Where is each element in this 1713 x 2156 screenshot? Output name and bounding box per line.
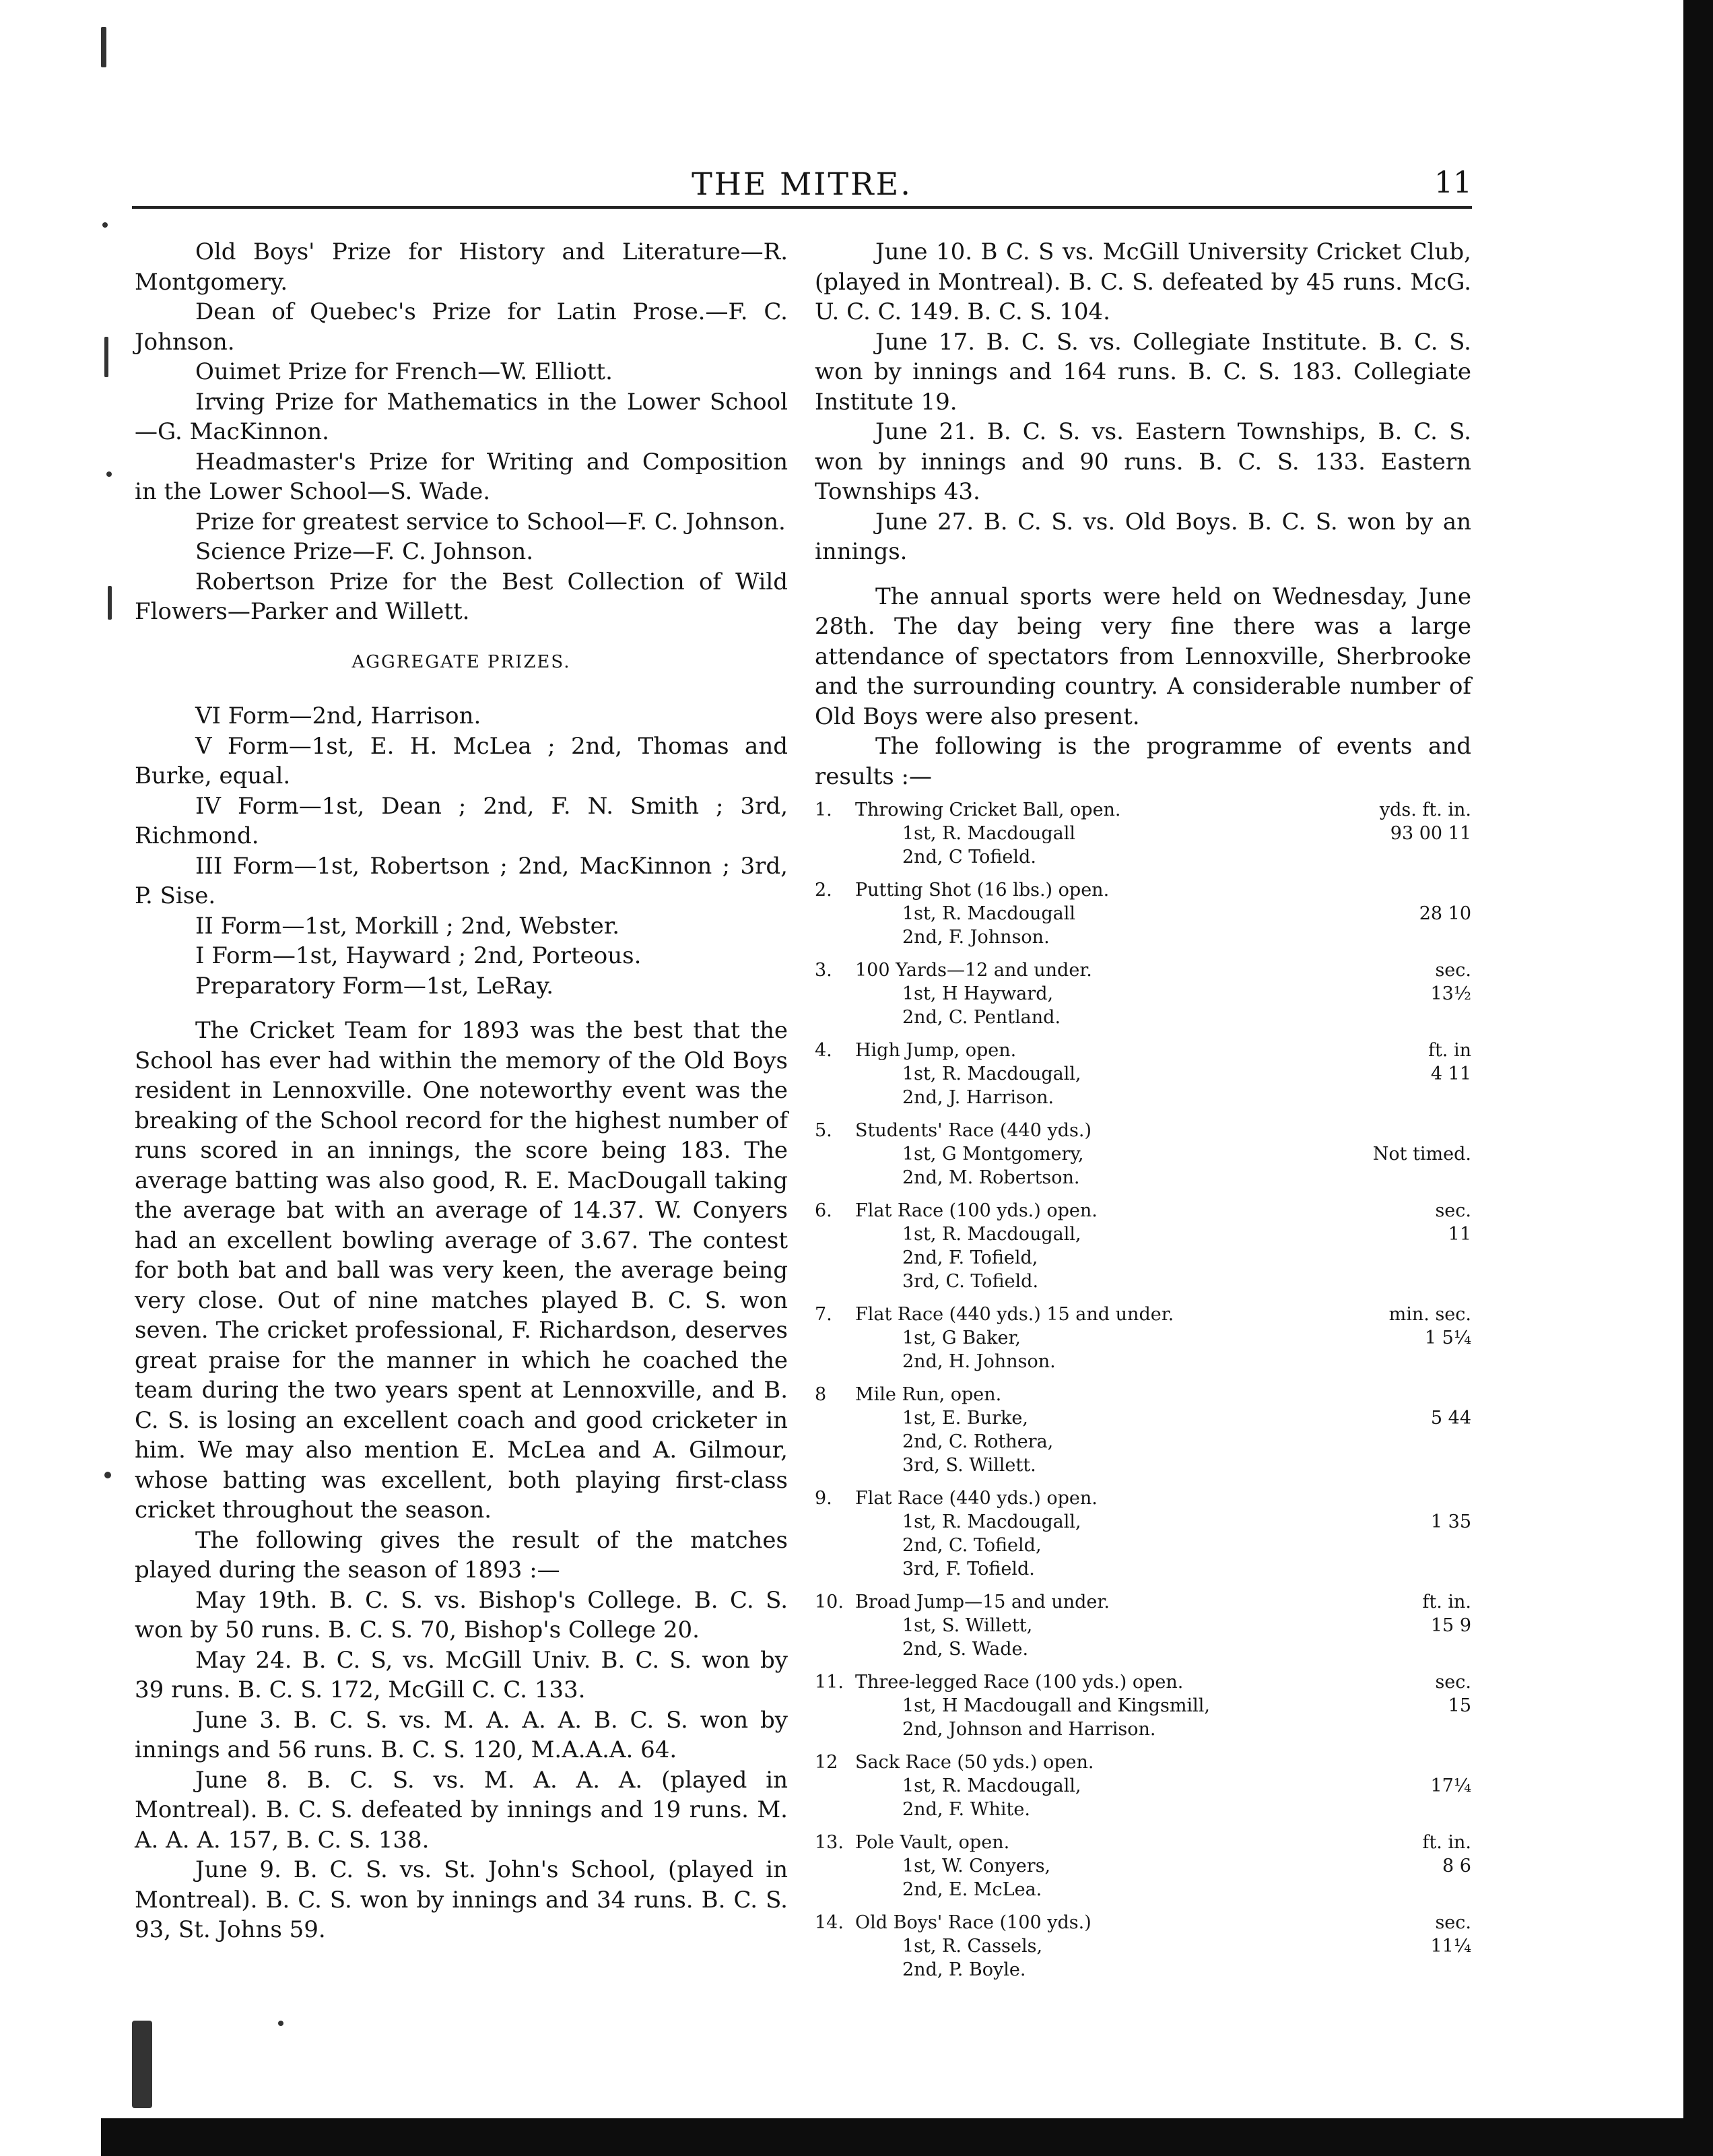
prize-entry: Headmaster's Prize for Writing and Composition in the Lower School—S. Wade. <box>135 448 788 505</box>
right-column <box>815 237 1471 1991</box>
result-name: 1st, E. Burke, <box>902 1408 1028 1429</box>
prize-entry: Ouimet Prize for French—W. Elliott. <box>195 358 613 385</box>
journal-title: THE MITRE. <box>692 166 912 202</box>
result-value: Not timed. <box>1372 1144 1471 1165</box>
event-name: Flat Race (440 yds.) open. <box>855 1488 1098 1509</box>
event-entry <box>815 1911 1471 1982</box>
event-number: 2. <box>815 880 832 901</box>
page-number: 11 <box>1434 166 1472 200</box>
event-number: 5. <box>815 1120 832 1141</box>
event-result <box>815 1534 1471 1557</box>
event-result <box>815 822 1471 845</box>
result-name: 2nd, C. Tofield, <box>902 1535 1042 1556</box>
event-result <box>815 845 1471 869</box>
result-name: 2nd, S. Wade. <box>902 1639 1029 1660</box>
event-number: 7. <box>815 1304 832 1325</box>
result-name: 1st, H Hayward, <box>902 983 1054 1004</box>
event-entry <box>815 1199 1471 1293</box>
event-name: Mile Run, open. <box>855 1384 1002 1405</box>
match-result: May 24. B. C. S, vs. McGill Univ. B. C. S. won by 39 runs. B. C. S. 172, McGill C. C. 133. <box>135 1646 788 1703</box>
event-units: min. sec. <box>1388 1304 1471 1325</box>
result-name: 1st, R. Macdougall, <box>902 1511 1081 1532</box>
event-result <box>815 1062 1471 1086</box>
result-value: 5 44 <box>1430 1408 1471 1429</box>
scan-speck <box>278 2021 283 2026</box>
event-result <box>815 925 1471 949</box>
aggregate-entry: VI Form—2nd, Harrison. <box>195 703 481 729</box>
prize-entry: Irving Prize for Mathematics in the Lower School—G. MacKinnon. <box>135 388 788 445</box>
match-result: June 21. B. C. S. vs. Eastern Townships, B. C. S. won by innings and 90 runs. B. C. S. 133. Eastern Townships 43. <box>815 418 1471 505</box>
result-name: 2nd, P. Boyle. <box>902 1959 1026 1980</box>
event-units: sec. <box>1435 1200 1471 1221</box>
scan-edge-right <box>1683 0 1713 2156</box>
result-name: 2nd, Johnson and Harrison. <box>902 1719 1156 1740</box>
event-entry <box>815 1039 1471 1109</box>
event-entry <box>815 1119 1471 1189</box>
result-name: 2nd, C. Rothera, <box>902 1431 1054 1452</box>
prize-entry: Prize for greatest service to School—F. C. Johnson. <box>195 508 786 535</box>
event-name: High Jump, open. <box>855 1040 1017 1061</box>
event-result <box>815 1430 1471 1453</box>
event-result <box>815 1774 1471 1798</box>
event-result <box>815 1406 1471 1430</box>
result-value: 17¼ <box>1430 1775 1471 1796</box>
scan-speck <box>102 222 108 228</box>
result-name: 1st, W. Conyers, <box>902 1856 1051 1876</box>
event-units: ft. in. <box>1422 1592 1471 1612</box>
result-name: 2nd, M. Robertson. <box>902 1167 1080 1188</box>
event-number: 8 <box>815 1384 827 1405</box>
event-result <box>815 1854 1471 1878</box>
scan-speck <box>104 337 108 377</box>
result-name: 1st, S. Willett, <box>902 1615 1033 1636</box>
event-units: ft. in. <box>1422 1832 1471 1853</box>
result-name: 1st, R. Cassels, <box>902 1936 1043 1957</box>
result-name: 1st, R. Macdougall <box>902 903 1075 924</box>
event-units: sec. <box>1435 960 1471 981</box>
left-column <box>135 237 788 1945</box>
event-result <box>815 1453 1471 1477</box>
event-number: 14. <box>815 1912 844 1933</box>
event-name: Broad Jump—15 and under. <box>855 1592 1110 1612</box>
result-name: 1st, H Macdougall and Kingsmill, <box>902 1695 1210 1716</box>
result-value: 4 11 <box>1430 1064 1471 1084</box>
result-value: 15 <box>1448 1695 1471 1716</box>
aggregate-prizes-heading: AGGREGATE PRIZES. <box>351 651 571 672</box>
prize-entry: Science Prize—F. C. Johnson. <box>195 538 534 565</box>
event-number: 9. <box>815 1488 832 1509</box>
event-name: 100 Yards—12 and under. <box>855 960 1092 981</box>
result-name: 2nd, F. Tofield, <box>902 1247 1038 1268</box>
result-value: 93 00 11 <box>1390 823 1471 844</box>
event-result <box>815 1718 1471 1741</box>
event-result <box>815 1557 1471 1581</box>
result-name: 2nd, C Tofield. <box>902 847 1036 868</box>
match-result: June 3. B. C. S. vs. M. A. A. A. B. C. S. won by innings and 56 runs. B. C. S. 120, M.A.A.A. 64. <box>135 1706 788 1763</box>
aggregate-entry: III Form—1st, Robertson ; 2nd, MacKinnon ; 3rd, P. Sise. <box>135 852 788 909</box>
result-name: 3rd, F. Tofield. <box>902 1559 1035 1579</box>
result-value: 8 6 <box>1442 1856 1471 1876</box>
event-units: yds. ft. in. <box>1379 799 1471 820</box>
event-name: Students' Race (440 yds.) <box>855 1120 1091 1141</box>
event-number: 11. <box>815 1672 844 1693</box>
event-number: 13. <box>815 1832 844 1853</box>
result-name: 2nd, E. McLea. <box>902 1879 1042 1900</box>
event-result <box>815 1326 1471 1350</box>
result-name: 1st, R. Macdougall <box>902 823 1075 844</box>
aggregate-entry: II Form—1st, Morkill ; 2nd, Webster. <box>195 912 620 940</box>
event-entry <box>815 1590 1471 1661</box>
event-name: Throwing Cricket Ball, open. <box>855 799 1121 820</box>
result-value: 11 <box>1448 1224 1471 1245</box>
event-result <box>815 1934 1471 1958</box>
event-name: Putting Shot (16 lbs.) open. <box>855 880 1110 901</box>
event-result <box>815 1006 1471 1029</box>
result-value: 15 9 <box>1430 1615 1471 1636</box>
event-name: Three-legged Race (100 yds.) open. <box>855 1672 1184 1693</box>
event-units: ft. in <box>1428 1040 1471 1061</box>
scan-speck <box>108 586 112 620</box>
prize-entry: Dean of Quebec's Prize for Latin Prose.—F. C. Johnson. <box>135 298 788 356</box>
event-units: sec. <box>1435 1912 1471 1933</box>
scan-speck <box>132 2021 152 2108</box>
scan-speck <box>101 27 106 67</box>
result-name: 1st, R. Macdougall, <box>902 1224 1081 1245</box>
result-value: 13½ <box>1430 983 1471 1004</box>
event-number: 6. <box>815 1200 832 1221</box>
prize-entry: Robertson Prize for the Best Collection of Wild Flowers—Parker and Willett. <box>135 568 788 625</box>
header-rule <box>132 206 1472 209</box>
event-result <box>815 1510 1471 1534</box>
result-value: 28 10 <box>1419 903 1471 924</box>
aggregate-entry: Preparatory Form—1st, LeRay. <box>195 972 554 1000</box>
result-name: 3rd, S. Willett. <box>902 1455 1036 1476</box>
event-name: Flat Race (100 yds.) open. <box>855 1200 1098 1221</box>
event-result <box>815 1166 1471 1189</box>
event-name: Old Boys' Race (100 yds.) <box>855 1912 1091 1933</box>
aggregate-entry: I Form—1st, Hayward ; 2nd, Porteous. <box>195 942 642 969</box>
event-number: 1. <box>815 799 832 820</box>
result-value: 11¼ <box>1430 1936 1471 1957</box>
aggregate-entry: IV Form—1st, Dean ; 2nd, F. N. Smith ; 3rd, Richmond. <box>135 792 788 849</box>
event-name: Sack Race (50 yds.) open. <box>855 1752 1094 1773</box>
cricket-paragraph: The Cricket Team for 1893 was the best that the School has ever had within the memory of the Old Boys resident in Lennoxville. One noteworthy event was the breaking of the School record for the highest number of runs scored in an innings, the score being 183. The average batting was also good, R. E. MacDougall taking the average bat with an average of 14.37. W. Conyers had an excellent bowling average of 3.67. The contest for both bat and ball was very keen, the average being very close. Out of nine matches played B. C. S. won seven. The cricket professional, F. Richardson, deserves great praise for the manner in which he coached the team during the two years spent at Lennoxville, and B. C. S. is losing an excellent coach and good cricketer in him. We may also mention E. McLea and A. Gilmour, whose batting was excellent, both playing first-class cricket throughout the season. <box>135 1017 788 1524</box>
matches-intro: The following gives the result of the matches played during the season of 1893 :— <box>135 1526 788 1583</box>
event-result <box>815 902 1471 925</box>
result-name: 2nd, H. Johnson. <box>902 1351 1056 1372</box>
event-result <box>815 1614 1471 1637</box>
event-result <box>815 1878 1471 1901</box>
events-list <box>815 798 1471 1982</box>
page-header <box>132 159 1472 207</box>
event-number: 12 <box>815 1752 838 1773</box>
programme-intro: The following is the programme of events and results :— <box>815 733 1471 790</box>
match-result: June 10. B C. S vs. McGill University Cricket Club, (played in Montreal). B. C. S. defeated by 45 runs. McG. U. C. C. 149. B. C. S. 104. <box>815 238 1471 325</box>
scan-edge-bottom <box>101 2118 1713 2156</box>
result-name: 1st, G Montgomery, <box>902 1144 1084 1165</box>
match-result: June 9. B. C. S. vs. St. John's School, (played in Montreal). B. C. S. won by innings and 34 runs. B. C. S. 93, St. Johns 59. <box>135 1856 788 1943</box>
aggregate-entry: V Form—1st, E. H. McLea ; 2nd, Thomas and Burke, equal. <box>135 732 788 789</box>
event-entry <box>815 1670 1471 1741</box>
event-name: Flat Race (440 yds.) 15 and under. <box>855 1304 1174 1325</box>
event-result <box>815 982 1471 1006</box>
event-result <box>815 1086 1471 1109</box>
result-value: 1 35 <box>1430 1511 1471 1532</box>
match-result: May 19th. B. C. S. vs. Bishop's College. B. C. S. won by 50 runs. B. C. S. 70, Bishop's College 20. <box>135 1586 788 1643</box>
match-result: June 17. B. C. S. vs. Collegiate Institute. B. C. S. won by innings and 164 runs. B. C. S. 183. Collegiate Institute 19. <box>815 328 1471 416</box>
scan-speck <box>106 471 112 477</box>
event-result <box>815 1798 1471 1821</box>
result-name: 2nd, C. Pentland. <box>902 1007 1061 1028</box>
result-name: 1st, R. Macdougall, <box>902 1064 1081 1084</box>
match-result: June 27. B. C. S. vs. Old Boys. B. C. S. won by an innings. <box>815 508 1471 565</box>
event-result <box>815 1222 1471 1246</box>
event-number: 4. <box>815 1040 832 1061</box>
event-entry <box>815 878 1471 949</box>
event-result <box>815 1637 1471 1661</box>
event-result <box>815 1958 1471 1982</box>
event-entry <box>815 798 1471 869</box>
event-number: 3. <box>815 960 832 981</box>
event-entry <box>815 1751 1471 1821</box>
result-name: 2nd, F. White. <box>902 1799 1030 1820</box>
event-units: sec. <box>1435 1672 1471 1693</box>
event-entry <box>815 958 1471 1029</box>
event-number: 10. <box>815 1592 844 1612</box>
result-name: 2nd, J. Harrison. <box>902 1087 1054 1108</box>
result-name: 1st, G Baker, <box>902 1328 1021 1348</box>
event-result <box>815 1694 1471 1718</box>
event-entry <box>815 1303 1471 1373</box>
event-result <box>815 1142 1471 1166</box>
scan-speck <box>104 1472 111 1478</box>
event-entry <box>815 1831 1471 1901</box>
event-result <box>815 1246 1471 1270</box>
result-value: 1 5¼ <box>1424 1328 1471 1348</box>
event-entry <box>815 1487 1471 1581</box>
prize-entry: Old Boys' Prize for History and Literature—R. Montgomery. <box>135 238 788 296</box>
event-entry <box>815 1383 1471 1477</box>
sports-paragraph: The annual sports were held on Wednesday, June 28th. The day being very fine there was a large attendance of spectators from Lennoxville, Sherbrooke and the surrounding country. A considerable number of Old Boys were also present. <box>815 583 1471 730</box>
result-name: 3rd, C. Tofield. <box>902 1271 1039 1292</box>
result-name: 1st, R. Macdougall, <box>902 1775 1081 1796</box>
event-result <box>815 1350 1471 1373</box>
match-result: June 8. B. C. S. vs. M. A. A. A. (played in Montreal). B. C. S. defeated by innings and 19 runs. M. A. A. A. 157, B. C. S. 138. <box>135 1766 788 1854</box>
result-name: 2nd, F. Johnson. <box>902 927 1050 948</box>
event-name: Pole Vault, open. <box>855 1832 1010 1853</box>
event-result <box>815 1270 1471 1293</box>
